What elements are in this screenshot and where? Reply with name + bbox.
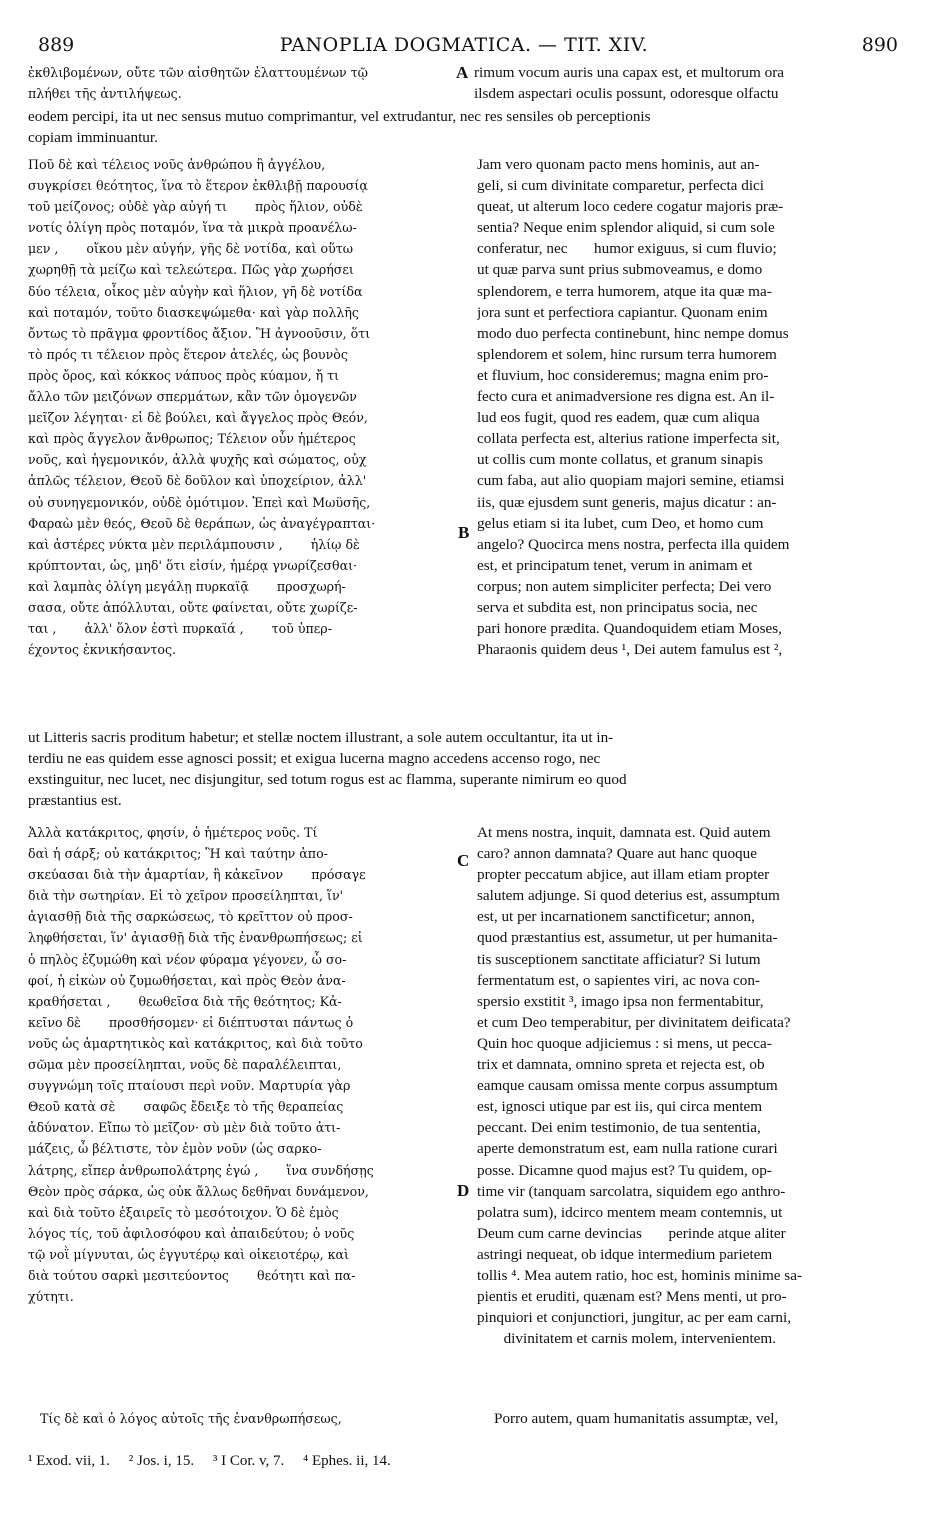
running-title: PANOPLIA DOGMATICA. — TIT. XIV. bbox=[279, 34, 649, 56]
latin-last-line: Porro autem, quam humanitatis assumptæ, vel, bbox=[494, 1410, 779, 1427]
greek-column-section-1: Ποῦ δὲ καὶ τέλειος νοῦς ἀνθρώπου ἢ ἀγγέλου, συγκρίσει θεότητος, ἵνα τὸ ἕτερον ἐκθλιβῇ παρουσίᾳ τοῦ μείζονος; οὐδὲ γὰρ αὐγή τι πρὸς ἥλιον, οὐδὲ νοτίς ὀλίγη πρὸς ποταμόν, ἵνα τὰ μικρὰ προανέλω- μεν , οἴκου μὲν αὐγήν, γῆς δὲ νοτίδα, καὶ οὕτω χωρηθῇ τὰ μείζω καὶ τελεώτερα. Πῶς γὰρ χωρήσει δύο τέλεια, οἶκος μὲν αὐγὴν καὶ ἥλιον, γῆ δὲ νοτίδα καὶ ποταμόν, τοῦτο διασκεψώμεθα· καὶ γὰρ πολλῆς ὄντως τὸ πρᾶγμα φροντίδος ἄξιον. Ἢ ἀγνοοῦσιν, ὅτι τὸ πρός τι τέλειον πρὸς ἕτερον ἀτελές, ὡς βουνὸς πρὸς ὄρος, καὶ κόκκος νάπυος πρὸς κύαμον, ἤ τι ἄλλο τῶν μειζόνων σπερμάτων, κἂν τῶν ὁμογενῶν μεῖζον λέγηται· εἰ δὲ βούλει, καὶ ἄγγελος πρὸς Θεόν, καὶ πρὸς ἄγγελον ἄνθρωπος; Τέλειον οὖν ἡμέτερος νοῦς, καὶ ἡγεμονικόν, ἀλλὰ ψυχῆς καὶ σώματος, οὐχ ἁπλῶς τέλειον, Θεοῦ δὲ δοῦλον καὶ ὑποχείριον, ἀλλ' οὐ συνηγεμονικόν, οὐδὲ ὁμότιμον. Ἐπεὶ καὶ Μωϋσῆς, Φαραὼ μὲν θεός, Θεοῦ δὲ θεράπων, ὡς ἀναγέγραπται· καὶ ἀστέρες νύκτα μὲν περιλάμπουσιν , ἡλίῳ δὲ κρύπτονται, ὡς, μηδ' ὅτι εἰσίν, ἡμέρᾳ γνωρίζεσθαι· καὶ λαμπὰς ὀλίγη μεγάλῃ πυρκαϊᾷ προσχωρή- σασα, οὔτε ἀπόλλυται, οὔτε φαίνεται, οὔτε χωρίζε- ται , ἀλλ' ὅλον ἐστὶ πυρκαϊά , τοῦ ὑπερ- έχοντος ἐκνικήσαντος. bbox=[28, 157, 376, 658]
latin-full-width-top: eodem percipi, ita ut nec sensus mutuo comprimantur, vel extrudantur, nec res sensiles ob perceptionis copiam imminuantur. bbox=[28, 108, 651, 147]
latin-column-section-1: Jam vero quonam pacto mens hominis, aut an- geli, si cum divinitate comparetur, perfecta dici queat, ut alterum loco cedere cogatur majoris præ- sentia? Neque enim splendor aliquid, si cum sole conferatur, nec humor exiguus, si cum fluvio; ut quæ parva sunt prius submoveamus, e domo splendorem, e terra humorem, atque ita quæ ma- jora sunt et perfectiora capiantur. Quonam enim modo duo perfecta continebunt, hinc nempe domus splendorem et solem, hinc rursum terra humorem et fluvium, hoc consideremus; magna enim pro- fecto cura et animadversione res digna est. An il- lud eos fugit, quod res eadem, quæ cum aliqua collata perfecta est, alterius ratione imperfecta sit, ut collis cum monte collatus, et granum sinapis cum faba, aut alio quopiam majori semine, etiamsi iis, quæ ejusdem sunt generis, majus dicatur : an- gelus etiam si ita lubet, cum Deo, et homo cum angelo? Quocirca mens nostra, perfecta illa quidem est, et principatum tenet, verum in animam et corpus; non autem simpliciter perfecta; Dei vero serva et subdita est, non principatus socia, nec pari honore prædita. Quandoquidem etiam Moses, Pharaonis quidem deus ¹, Dei autem famulus est ², bbox=[477, 156, 790, 659]
page-number-left: 889 bbox=[38, 34, 75, 56]
greek-column-section-2: Ἀλλὰ κατάκριτος, φησίν, ὁ ἡμέτερος νοῦς. Τί δαὶ ἡ σάρξ; οὐ κατάκριτος; Ἢ καὶ ταύτην ἀπο- σκεύασαι διὰ τὴν ἁμαρτίαν, ἢ κἀκεῖνον πρόσαγε διὰ τὴν σωτηρίαν. Εἰ τὸ χεῖρον προσείληπται, ἵν' ἁγιασθῇ διὰ τῆς σαρκώσεως, τὸ κρεῖττον οὐ προσ- ληφθήσεται, ἵν' ἁγιασθῇ διὰ τῆς ἐνανθρωπήσεως; εἰ ὁ πηλὸς ἐζυμώθη καὶ νέον φύραμα γέγονεν, ὦ σο- φοί, ἡ εἰκὼν οὐ ζυμωθήσεται, καὶ πρὸς Θεὸν ἀνα- κραθήσεται , θεωθεῖσα διὰ τῆς θεότητος; Κἀ- κεῖνο δὲ προσθήσομεν· εἰ διέπτυσται πάντως ὁ νοῦς ὡς ἁμαρτητικὸς καὶ κατάκριτος, καὶ διὰ τοῦτο σῶμα μὲν προσείληπται, νοῦς δὲ παραλέλειπται, συγγνώμη τοῖς πταίουσι περὶ νοῦν. Μαρτυρία γὰρ Θεοῦ κατὰ σὲ σαφῶς ἔδειξε τὸ τῆς θεραπείας ἀδύνατον. Εἴπω τὸ μεῖζον· σὺ μὲν διὰ τοῦτο ἀτι- μάζεις, ὦ βέλτιστε, τὸν ἐμὸν νοῦν (ὡς σαρκο- λάτρης, εἴπερ ἀνθρωπολάτρης ἐγώ , ἵνα συνδήσῃς Θεὸν πρὸς σάρκα, ὡς οὐκ ἄλλως δεθῆναι δυνάμενον, καὶ διὰ τοῦτο ἐξαιρεῖς τὸ μεσότοιχον. Ὁ δὲ ἐμὸς λόγος τίς, τοῦ ἀφιλοσόφου καὶ ἀπαιδεύτου; ὁ νοῦς τῷ νοῒ μίγνυται, ὡς ἐγγυτέρῳ καὶ οἰκειοτέρῳ, καὶ διὰ τούτου σαρκὶ μεσιτεύοντος θεότητι καὶ πα- χύτητι. bbox=[28, 825, 374, 1305]
latin-column-top: rimum vocum auris una capax est, et multorum ora ilsdem aspectari oculis possunt, odoresque olfactu bbox=[474, 64, 784, 103]
latin-column-section-2: At mens nostra, inquit, damnata est. Quid autem caro? annon damnata? Quare aut hanc quoque propter peccatum abjice, aut illam etiam propter salutem adjunge. Si quod deterius est, assumptum est, ut per incarnationem sanctificetur; annon, quod præstantius est, assumetur, ut per humanita- tis susceptionem sanctitate afficiatur? Si lutum fermentatum est, o sapientes viri, ac nova con- spersio exstitit ³, imago ipsa non fermentabitur, et cum Deo temperabitur, per divinitatem deificata? Quin hoc quoque adjiciemus : si mens, ut pecca- trix et damnata, omnino spreta et rejecta est, ob eamque causam omissa mente corpus assumptum est, ignosci utique par est iis, qui circa mentem peccant. Dei enim testimonio, de tua sententia, aperte demonstratum est, eam nulla ratione curari posse. Dicamne quod majus est? Tu quidem, op- time vir (tanquam sarcolatra, siquidem ego anthro- polatra sum), idcirco mentem meam contemnis, ut Deum cum carne devincias perinde atque aliter astringi nequeat, ob idque intermedium parietem tollis ⁴. Mea autem ratio, hoc est, hominis minime sa- pientis et eruditi, quænam est? Mens menti, ut pro- pinquiori et conjunctiori, jungitur, ac per eam carni, divinitatem et carnis molem, intervenientem. bbox=[477, 824, 803, 1348]
margin-marker-d: D bbox=[457, 1181, 470, 1200]
greek-last-line: Τίς δὲ καὶ ὁ λόγος αὐτοῖς τῆς ἐνανθρωπήσεως, bbox=[40, 1411, 342, 1426]
running-header bbox=[30, 32, 898, 58]
latin-full-width-section-1: ut Litteris sacris proditum habetur; et stellæ noctem illustrant, a sole autem occultantur, ita ut in- terdiu ne eas quidem esse agnosci possit; et exigua lucerna magno accedens accenso rogo, nec exstinguitur, nec lucet, nec disjungitur, sed totum rogus est ac flamma, superante nimirum eo quod præstantius est. bbox=[28, 729, 627, 810]
margin-marker-a: A bbox=[456, 63, 469, 82]
margin-marker-b: B bbox=[458, 523, 470, 542]
footnotes: ¹ Exod. vii, 1. ² Jos. i, 15. ³ I Cor. v, 7. ⁴ Ephes. ii, 14. bbox=[28, 1453, 391, 1469]
greek-column-top: ἐκθλιβομένων, οὔτε τῶν αἰσθητῶν ἐλαττουμένων τῷ πλήθει τῆς ἀντιλήψεως. bbox=[28, 65, 368, 102]
margin-marker-c: C bbox=[457, 851, 470, 870]
page-number-right: 890 bbox=[861, 34, 898, 56]
